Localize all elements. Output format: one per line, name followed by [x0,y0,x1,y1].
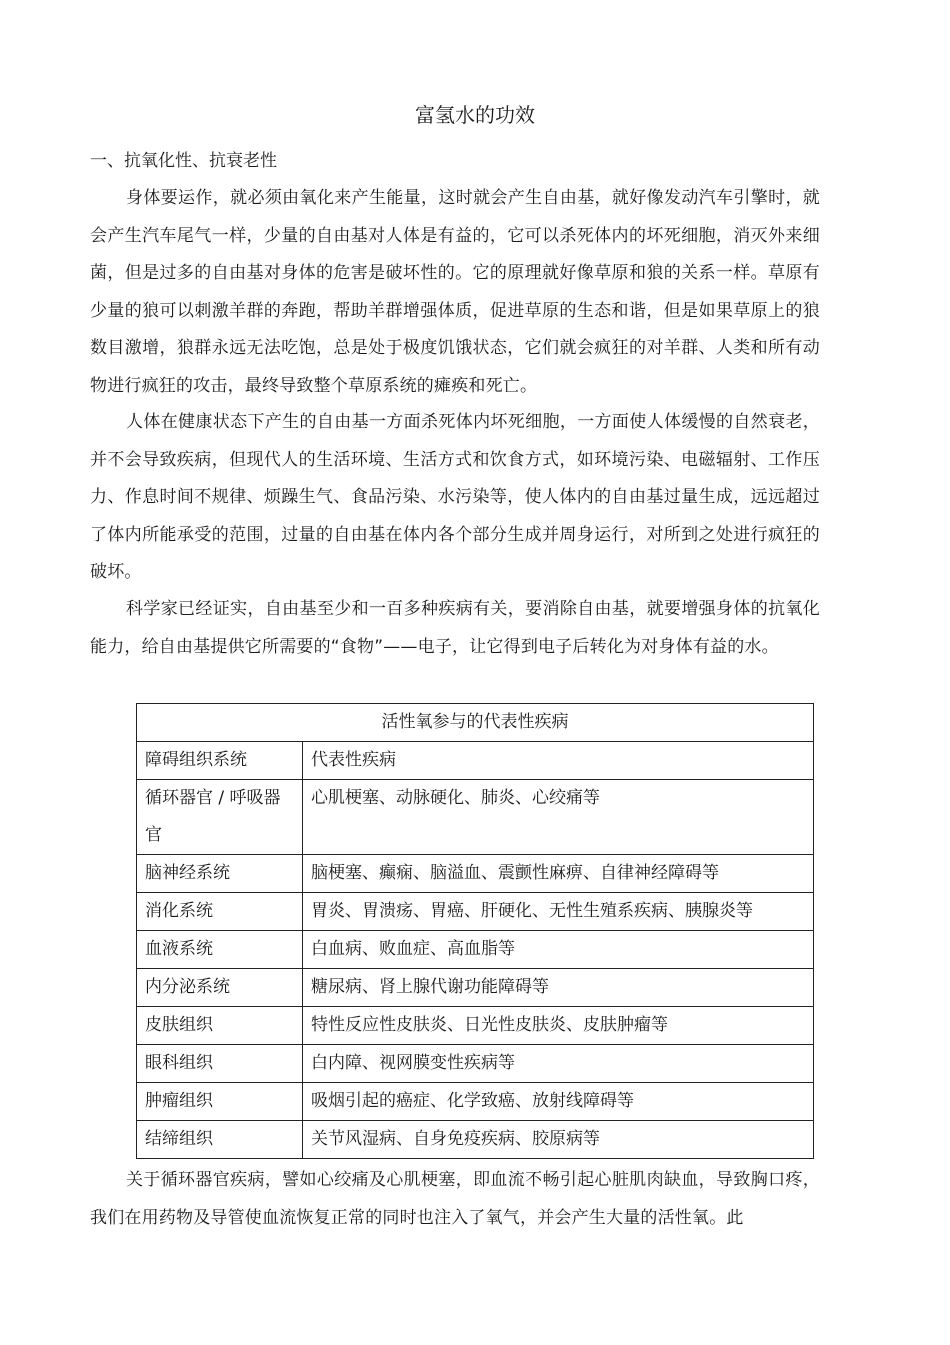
document-title: 富氢水的功效 [415,103,535,127]
table-cell-system: 内分泌系统 [137,969,303,1007]
table-cell-disease: 心肌梗塞、动脉硬化、肺炎、心绞痛等 [303,780,814,855]
table-cell-system: 肿瘤组织 [137,1083,303,1121]
table-row [137,1083,814,1121]
table-row [137,893,814,931]
table-cell-disease: 白内障、视网膜变性疾病等 [303,1045,814,1083]
paragraph-antioxidant: 科学家已经证实，自由基至少和一百多种疾病有关，要消除自由基，就要增强身体的抗氧化能力，给自由基提供它所需要的“食物”——电子，让它得到电子后转化为对身体有益的水。 [90,599,820,657]
table-header-row [137,742,814,780]
table-row [137,780,814,855]
paragraph-circulatory: 关于循环器官疾病，譬如心绞痛及心肌梗塞，即血流不畅引起心脏肌肉缺血，导致胸口疼，我们在用药物及导管使血流恢复正常的同时也注入了氧气，并会产生大量的活性氧。此 [90,1170,820,1228]
table-row [137,855,814,893]
table-cell-system: 血液系统 [137,931,303,969]
table-cell-system: 眼科组织 [137,1045,303,1083]
table-cell-disease: 白血病、败血症、高血脂等 [303,931,814,969]
table-cell-disease: 脑梗塞、癫痫、脑溢血、震颤性麻痹、自律神经障碍等 [303,855,814,893]
paragraph-free-radicals-intro: 身体要运作，就必须由氧化来产生能量，这时就会产生自由基，就好像发动汽车引擎时，就会产生汽车尾气一样，少量的自由基对人体是有益的，它可以杀死体内的坏死细胞，消灭外来细菌，但是过多的自由基对身体的危害是破坏性的。它的原理就好像草原和狼的关系一样。草原有少量的狼可以刺激羊群的奔跑，帮助羊群增强体质，促进草原的生态和谐，但是如果草原上的狼数目激增，狼群永远无法吃饱，总是处于极度饥饿状态，它们就会疯狂的对羊群、人类和所有动物进行疯狂的攻击，最终导致整个草原系统的瘫痪和死亡。 [90,188,820,396]
table-caption: 活性氧参与的代表性疾病 [137,704,814,742]
table-row [137,1121,814,1159]
table-cell-system: 皮肤组织 [137,1007,303,1045]
table-header-system: 障碍组织系统 [137,742,303,780]
table-row [137,1007,814,1045]
disease-table [136,703,814,1159]
table-cell-disease: 特性反应性皮肤炎、日光性皮肤炎、皮肤肿瘤等 [303,1007,814,1045]
table-cell-disease: 胃炎、胃溃疡、胃癌、肝硬化、无性生殖系疾病、胰腺炎等 [303,893,814,931]
paragraph-modern-lifestyle: 人体在健康状态下产生的自由基一方面杀死体内坏死细胞，一方面使人体缓慢的自然衰老，并不会导致疾病，但现代人的生活环境、生活方式和饮食方式，如环境污染、电磁辐射、工作压力、作息时间不规律、烦躁生气、食品污染、水污染等，使人体内的自由基过量生成，远远超过了体内所能承受的范围，过量的自由基在体内各个部分生成并周身运行，对所到之处进行疯狂的破坏。 [90,412,820,582]
table-caption-row [137,704,814,742]
table-header-disease: 代表性疾病 [303,742,814,780]
table-cell-system: 结缔组织 [137,1121,303,1159]
table-row [137,1045,814,1083]
table-cell-disease: 糖尿病、肾上腺代谢功能障碍等 [303,969,814,1007]
table-cell-system: 循环器官 / 呼吸器官 [137,780,303,855]
table-cell-system: 消化系统 [137,893,303,931]
table-cell-system: 脑神经系统 [137,855,303,893]
table-row [137,931,814,969]
table-cell-disease: 关节风湿病、自身免疫疾病、胶原病等 [303,1121,814,1159]
section-heading: 一、抗氧化性、抗衰老性 [90,151,277,171]
table-row [137,969,814,1007]
table-cell-disease: 吸烟引起的癌症、化学致癌、放射线障碍等 [303,1083,814,1121]
